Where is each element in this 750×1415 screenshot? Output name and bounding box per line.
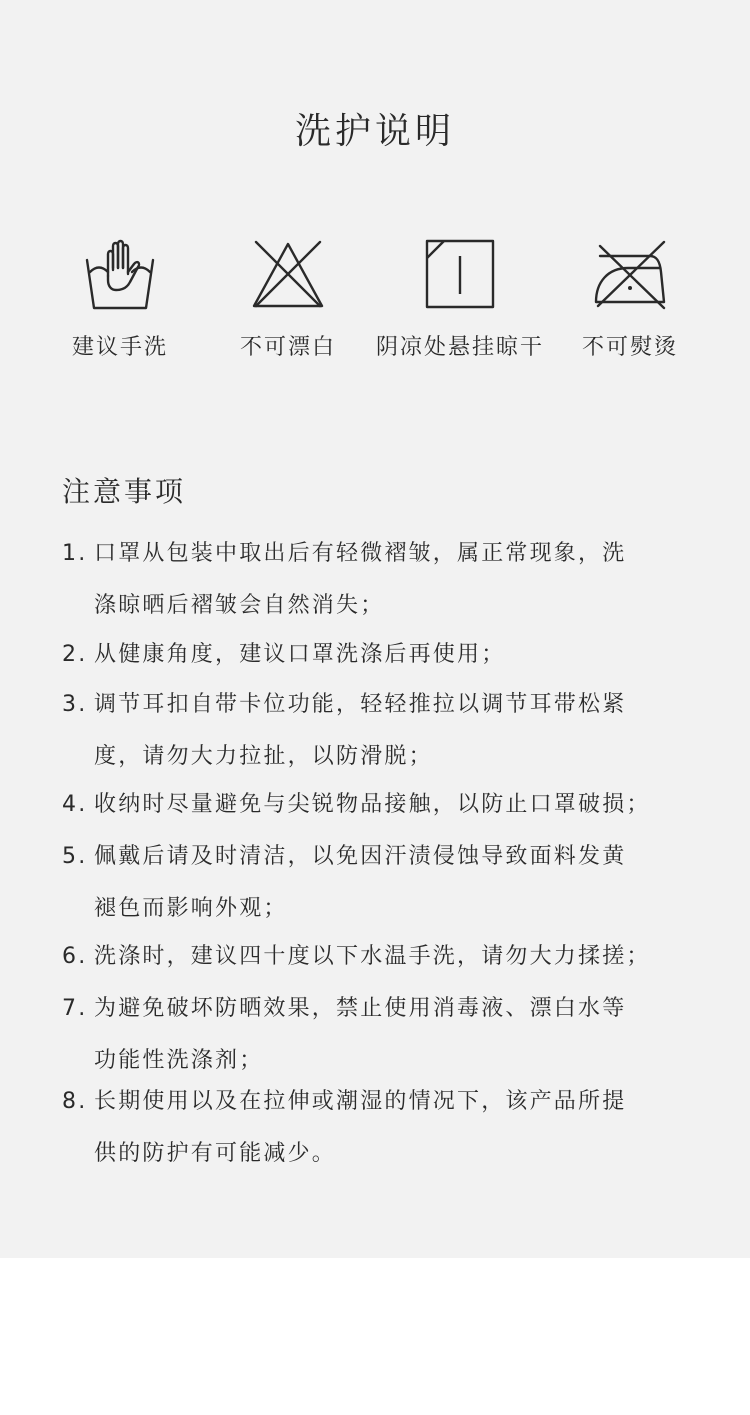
note-number: 1. xyxy=(62,541,88,566)
line-dry-shade-icon xyxy=(424,238,496,310)
note-item xyxy=(62,528,702,632)
care-label-no-iron: 不可熨烫 xyxy=(581,335,678,360)
care-label-no-bleach: 不可漂白 xyxy=(239,335,336,360)
note-line: 供的防护有可能减少。 xyxy=(94,1141,337,1166)
note-number: 2. xyxy=(62,642,88,667)
hand-wash-icon xyxy=(84,238,156,310)
note-item xyxy=(62,983,702,1087)
note-line: 功能性洗涤剂； xyxy=(94,1048,264,1073)
note-item xyxy=(62,831,702,935)
note-number: 5. xyxy=(62,844,88,869)
care-label-line-dry: 阴凉处悬挂晾干 xyxy=(375,335,544,360)
note-line: 口罩从包装中取出后有轻微褶皱，属正常现象，洗 xyxy=(94,541,627,566)
note-number: 3. xyxy=(62,692,88,717)
note-line: 收纳时尽量避免与尖锐物品接触，以防止口罩破损； xyxy=(94,792,651,817)
note-item xyxy=(62,779,702,831)
note-line: 长期使用以及在拉伸或潮湿的情况下，该产品所提 xyxy=(94,1089,627,1114)
note-line: 佩戴后请及时清洁，以免因汗渍侵蚀导致面料发黄 xyxy=(94,844,627,869)
note-line: 从健康角度，建议口罩洗涤后再使用； xyxy=(94,642,506,667)
note-number: 8. xyxy=(62,1089,88,1114)
note-number: 4. xyxy=(62,792,88,817)
note-line: 调节耳扣自带卡位功能，轻轻推拉以调节耳带松紧 xyxy=(94,692,627,717)
note-item xyxy=(62,629,702,681)
note-line: 为避免破坏防晒效果，禁止使用消毒液、漂白水等 xyxy=(94,996,627,1021)
note-number: 6. xyxy=(62,944,88,969)
care-label-hand-wash: 建议手洗 xyxy=(71,335,168,360)
note-line: 洗涤时，建议四十度以下水温手洗，请勿大力揉搓； xyxy=(94,944,651,969)
note-line: 褪色而影响外观； xyxy=(94,896,288,921)
no-iron-icon xyxy=(594,238,666,310)
note-line: 度，请勿大力拉扯，以防滑脱； xyxy=(94,744,433,769)
note-item xyxy=(62,931,702,983)
no-bleach-icon xyxy=(252,238,324,310)
note-line: 涤晾晒后褶皱会自然消失； xyxy=(94,593,385,618)
note-item xyxy=(62,1076,702,1180)
note-item xyxy=(62,679,702,783)
notes-heading: 注意事项 xyxy=(62,475,187,508)
note-number: 7. xyxy=(62,996,88,1021)
page-title: 洗护说明 xyxy=(294,111,455,152)
